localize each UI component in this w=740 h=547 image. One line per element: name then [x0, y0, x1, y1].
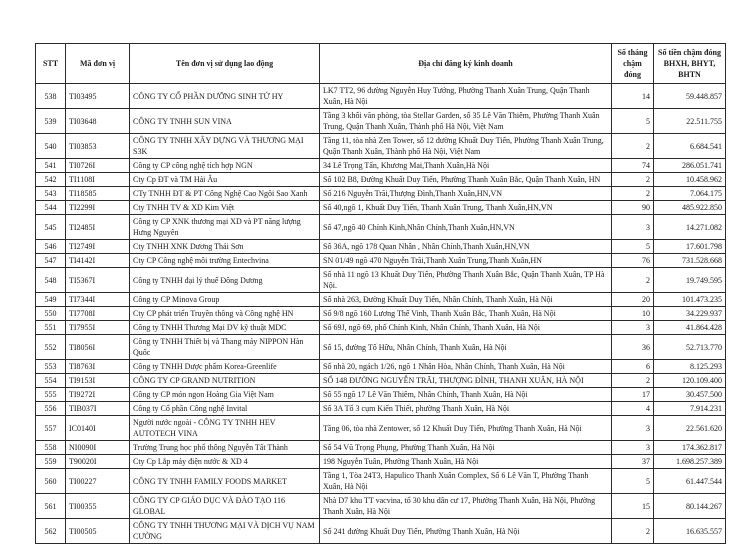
cell-ten: CÔNG TY TNHH FAMILY FOODS MARKET — [130, 469, 320, 494]
cell-thang: 10 — [612, 307, 654, 321]
cell-thang: 74 — [612, 159, 654, 173]
cell-diachi: Số 36A, ngõ 178 Quan Nhân , Nhân Chính,Thanh Xuân,HN,VN — [320, 240, 612, 254]
cell-stt: 544 — [36, 201, 66, 215]
cell-diachi: LK7 TT2, 96 đường Nguyễn Huy Tưởng, Phường Thanh Xuân Trung, Quận Thanh Xuân, Hà Nội — [320, 84, 612, 109]
cell-diachi: 34 Lê Trọng Tấn, Khương Mai,Thanh Xuân,Hà Nội — [320, 159, 612, 173]
cell-tien: 485.922.850 — [654, 201, 726, 215]
cell-stt: 539 — [36, 109, 66, 134]
table-row — [36, 254, 726, 268]
cell-diachi: SN 01/49 ngõ 470 Nguyễn Trãi,Thanh Xuân Trung,Thanh Xuân,HN — [320, 254, 612, 268]
cell-ten: Người nước ngoài - CÔNG TY TNHH HEV AUTOTECH VINA — [130, 416, 320, 441]
cell-thang: 17 — [612, 388, 654, 402]
table-row — [36, 215, 726, 240]
header-ma-don-vi: Mã đơn vị — [66, 44, 130, 84]
cell-tien: 17.601.798 — [654, 240, 726, 254]
cell-ten: Công ty TNHH Dược phẩm Korea-Greenlife — [130, 360, 320, 374]
cell-diachi: SỐ 148 ĐƯỜNG NGUYỄN TRÃI, THƯỢNG ĐÌNH, THANH XUÂN, HÀ NỘI — [320, 374, 612, 388]
cell-tien: 7.914.231 — [654, 402, 726, 416]
cell-tien: 14.271.082 — [654, 215, 726, 240]
late-payment-table — [35, 43, 726, 544]
cell-ten: Trường Trung học phổ thông Nguyễn Tất Thành — [130, 441, 320, 455]
cell-tien: 61.447.544 — [654, 469, 726, 494]
cell-stt: 540 — [36, 134, 66, 159]
table-row — [36, 374, 726, 388]
cell-tien: 16.635.557 — [654, 519, 726, 544]
table-row — [36, 307, 726, 321]
cell-ma: TI2749I — [66, 240, 130, 254]
table-row — [36, 455, 726, 469]
cell-ten: CÔNG TY TNHH XÂY DỰNG VÀ THƯƠNG MẠI S3K — [130, 134, 320, 159]
cell-thang: 2 — [612, 187, 654, 201]
cell-ten: CÔNG TY TNHH SUN VINA — [130, 109, 320, 134]
cell-stt: 559 — [36, 455, 66, 469]
cell-diachi: Số 3A Tổ 3 cụm Kiến Thiết, phường Thanh Xuân, Hà Nội — [320, 402, 612, 416]
cell-ten: CÔNG TY CP GRAND NUTRITION — [130, 374, 320, 388]
cell-ma: TI7955I — [66, 321, 130, 335]
table-row — [36, 240, 726, 254]
cell-diachi: Số 241 đường Khuất Duy Tiến, Phường Thanh Xuân, Hà Nội — [320, 519, 612, 544]
cell-thang: 2 — [612, 134, 654, 159]
table-row — [36, 268, 726, 293]
cell-diachi: Tầng 1, Tòa 24T3, Hapulico Thanh Xuân Complex, Số 6 Lê Văn T, Phường Thanh Xuân, Hà Nội — [320, 469, 612, 494]
cell-ten: Công ty CP XNK thương mại XD và PT năng lượng Hưng Nguyên — [130, 215, 320, 240]
cell-thang: 2 — [612, 268, 654, 293]
cell-diachi: Tầng 06, tòa nhà Zentower, số 12 Khuất Duy Tiến, Phường Thanh Xuân, Hà Nội — [320, 416, 612, 441]
cell-stt: 554 — [36, 374, 66, 388]
cell-diachi: Tầng 3 khối văn phòng, tòa Stellar Garden, số 35 Lê Văn Thiêm, Phường Thanh Xuân Trung, Quận Thanh Xuân, Thành phố Hà Nội, Việt Nam — [320, 109, 612, 134]
cell-ten: CÔNG TY CỔ PHẦN DƯỠNG SINH TỨ HY — [130, 84, 320, 109]
cell-ten: Công ty TNHH Thiết bị và Thang máy NIPPON Hàn Quốc — [130, 335, 320, 360]
cell-ma: TI03648 — [66, 109, 130, 134]
table-row — [36, 388, 726, 402]
cell-tien: 10.458.962 — [654, 173, 726, 187]
table-row — [36, 335, 726, 360]
cell-ten: Công ty CP Minova Group — [130, 293, 320, 307]
cell-tien: 286.051.741 — [654, 159, 726, 173]
cell-tien: 52.713.770 — [654, 335, 726, 360]
cell-thang: 20 — [612, 293, 654, 307]
cell-ten: Cty Cp ĐT và TM Hải Âu — [130, 173, 320, 187]
cell-diachi: Số 40,ngõ 1, Khuất Duy Tiến, Thanh Xuân Trung, Thanh Xuân,HN,VN — [320, 201, 612, 215]
cell-diachi: Số nhà 20, ngách 1/26, ngõ 1 Nhân Hòa, Nhân Chính, Thanh Xuân, Hà Nội — [320, 360, 612, 374]
cell-ma: TIB037I — [66, 402, 130, 416]
header-dia-chi: Địa chỉ đăng ký kinh doanh — [320, 44, 612, 84]
table-row — [36, 201, 726, 215]
cell-tien: 8.125.293 — [654, 360, 726, 374]
cell-diachi: Số 216 Nguyễn Trãi,Thượng Đình,Thanh Xuân,HN,VN — [320, 187, 612, 201]
cell-ma: TI0726I — [66, 159, 130, 173]
cell-thang: 14 — [612, 84, 654, 109]
cell-ten: Cty Cp Lắp máy điện nước & XD 4 — [130, 455, 320, 469]
cell-ma: TI00227 — [66, 469, 130, 494]
cell-tien: 7.064.175 — [654, 187, 726, 201]
cell-tien: 101.473.235 — [654, 293, 726, 307]
cell-ma: TI2485I — [66, 215, 130, 240]
cell-thang: 76 — [612, 254, 654, 268]
cell-stt: 562 — [36, 519, 66, 544]
cell-thang: 5 — [612, 109, 654, 134]
cell-thang: 36 — [612, 335, 654, 360]
cell-thang: 37 — [612, 455, 654, 469]
cell-ten: Cty CP Công nghệ môi trường Entechvina — [130, 254, 320, 268]
table-row — [36, 109, 726, 134]
cell-stt: 538 — [36, 84, 66, 109]
table-row — [36, 494, 726, 519]
header-ten-don-vi: Tên đơn vị sử dụng lao động — [130, 44, 320, 84]
cell-ten: Công ty TNHH Thương Mại DV kỹ thuật MDC — [130, 321, 320, 335]
cell-thang: 15 — [612, 494, 654, 519]
cell-stt: 555 — [36, 388, 66, 402]
cell-stt: 551 — [36, 321, 66, 335]
table-row — [36, 84, 726, 109]
cell-thang: 2 — [612, 519, 654, 544]
cell-thang: 3 — [612, 321, 654, 335]
table-row — [36, 360, 726, 374]
cell-thang: 6 — [612, 360, 654, 374]
cell-ma: TI2299I — [66, 201, 130, 215]
cell-stt: 560 — [36, 469, 66, 494]
cell-tien: 19.749.595 — [654, 268, 726, 293]
cell-stt: 548 — [36, 268, 66, 293]
cell-diachi: Số 47,ngõ 40 Chính Kinh,Nhân Chính,Thanh Xuân,HN,VN — [320, 215, 612, 240]
cell-tien: 80.144.267 — [654, 494, 726, 519]
cell-stt: 542 — [36, 173, 66, 187]
cell-ten: Công ty Cổ phần Công nghệ Invital — [130, 402, 320, 416]
table-row — [36, 441, 726, 455]
cell-ma: TI18585 — [66, 187, 130, 201]
cell-diachi: Số 55 ngõ 17 Lê Văn Thiêm, Nhân Chính, Thanh Xuân, Hà Nội — [320, 388, 612, 402]
cell-tien: 731.528.668 — [654, 254, 726, 268]
cell-stt: 550 — [36, 307, 66, 321]
table-row — [36, 402, 726, 416]
cell-ma: TI03853 — [66, 134, 130, 159]
cell-thang: 3 — [612, 441, 654, 455]
table-row — [36, 469, 726, 494]
cell-ma: TI00505 — [66, 519, 130, 544]
cell-ten: Công ty CP công nghệ tích hợp NGN — [130, 159, 320, 173]
cell-tien: 6.684.541 — [654, 134, 726, 159]
cell-diachi: Tầng 11, tòa nhà Zen Tower, số 12 đường Khuất Duy Tiến, Phường Thanh Xuân Trung, Quận Thanh Xuân, Thành phố Hà Nội, Việt Nam — [320, 134, 612, 159]
cell-stt: 543 — [36, 187, 66, 201]
cell-stt: 546 — [36, 240, 66, 254]
cell-ma: TI8056I — [66, 335, 130, 360]
cell-tien: 22.511.755 — [654, 109, 726, 134]
table-row — [36, 293, 726, 307]
table-row — [36, 173, 726, 187]
cell-stt: 557 — [36, 416, 66, 441]
cell-ma: TI7708I — [66, 307, 130, 321]
table-row — [36, 321, 726, 335]
cell-stt: 556 — [36, 402, 66, 416]
cell-stt: 545 — [36, 215, 66, 240]
cell-thang: 5 — [612, 240, 654, 254]
header-so-thang: Số tháng chậm đóng — [612, 44, 654, 84]
cell-stt: 549 — [36, 293, 66, 307]
cell-ma: TI9153I — [66, 374, 130, 388]
cell-ma: TI9272I — [66, 388, 130, 402]
cell-thang: 90 — [612, 201, 654, 215]
cell-ten: CÔNG TY CP GIÁO DỤC VÀ ĐÀO TẠO 116 GLOBAL — [130, 494, 320, 519]
cell-ten: Cty TNHH XNK Dương Thái Sơn — [130, 240, 320, 254]
cell-ten: Công ty TNHH đại lý thuế Đông Dương — [130, 268, 320, 293]
table-row — [36, 159, 726, 173]
cell-ten: Cty TNHH TV & XD Kim Việt — [130, 201, 320, 215]
cell-thang: 3 — [612, 215, 654, 240]
cell-ten: Cty CP phát triển Truyền thông và Công nghệ HN — [130, 307, 320, 321]
cell-diachi: Số 9/8 ngõ 160 Lương Thế Vinh, Thanh Xuân Bắc, Thanh Xuân, Hà Nội — [320, 307, 612, 321]
cell-ten: Công ty CP món ngon Hoàng Gia Việt Nam — [130, 388, 320, 402]
header-row — [36, 44, 726, 84]
cell-ma: TI00355 — [66, 494, 130, 519]
cell-stt: 561 — [36, 494, 66, 519]
cell-thang: 5 — [612, 469, 654, 494]
cell-ma: T90020I — [66, 455, 130, 469]
cell-ma: TI1108I — [66, 173, 130, 187]
cell-diachi: Nhà D7 khu TT vacvina, tổ 30 khu dân cư 17, Phường Thanh Xuân, Hà Nội, Phường Thanh Xuân, Hà Nội — [320, 494, 612, 519]
header-so-tien: Số tiền chậm đóng BHXH, BHYT, BHTN — [654, 44, 726, 84]
cell-ten: CÔNG TY TNHH THƯƠNG MẠI VÀ DỊCH VỤ NAM CƯỜNG — [130, 519, 320, 544]
cell-ten: CTy TNHH ĐT & PT Công Nghệ Cao Ngôi Sao Xanh — [130, 187, 320, 201]
cell-thang: 4 — [612, 402, 654, 416]
cell-thang: 2 — [612, 173, 654, 187]
table-row — [36, 134, 726, 159]
cell-diachi: Số nhà 263, Đường Khuất Duy Tiến, Nhân Chính, Thanh Xuân, Hà Nội — [320, 293, 612, 307]
cell-tien: 1.698.257.389 — [654, 455, 726, 469]
cell-ma: TI03495 — [66, 84, 130, 109]
table-row — [36, 416, 726, 441]
cell-tien: 120.109.400 — [654, 374, 726, 388]
cell-tien: 174.362.817 — [654, 441, 726, 455]
cell-ma: TI8763I — [66, 360, 130, 374]
cell-thang: 3 — [612, 416, 654, 441]
cell-diachi: Số 15, đường Tố Hữu, Nhân Chính, Thanh Xuân, Hà Nội — [320, 335, 612, 360]
cell-diachi: Số 102 B8, Đường Khuất Duy Tiến, Phường Thanh Xuân Bắc, Quận Thanh Xuân, HN — [320, 173, 612, 187]
cell-stt: 547 — [36, 254, 66, 268]
cell-ma: TI4142I — [66, 254, 130, 268]
cell-tien: 34.229.937 — [654, 307, 726, 321]
cell-diachi: Số 54 Vũ Trọng Phụng, Phường Thanh Xuân, Hà Nội — [320, 441, 612, 455]
table-row — [36, 187, 726, 201]
table-body — [36, 84, 726, 544]
header-stt: STT — [36, 44, 66, 84]
cell-ma: TI7344I — [66, 293, 130, 307]
cell-ma: TI5367I — [66, 268, 130, 293]
cell-stt: 552 — [36, 335, 66, 360]
cell-thang: 2 — [612, 374, 654, 388]
table-header — [36, 44, 726, 84]
cell-diachi: 198 Nguyễn Tuân, Phường Thanh Xuân, Hà Nội — [320, 455, 612, 469]
cell-ma: IC0140I — [66, 416, 130, 441]
cell-tien: 41.864.428 — [654, 321, 726, 335]
cell-stt: 553 — [36, 360, 66, 374]
table-row — [36, 519, 726, 544]
cell-stt: 558 — [36, 441, 66, 455]
cell-tien: 30.457.500 — [654, 388, 726, 402]
cell-ma: NI0090I — [66, 441, 130, 455]
cell-diachi: Số 69J, ngõ 69, phố Chính Kinh, Nhân Chính, Thanh Xuân, Hà Nội — [320, 321, 612, 335]
cell-tien: 59.448.857 — [654, 84, 726, 109]
cell-diachi: Số nhà 11 ngõ 13 Khuất Duy Tiến, Phường Thanh Xuân Bắc, Quận Thanh Xuân, TP Hà Nội. — [320, 268, 612, 293]
cell-stt: 541 — [36, 159, 66, 173]
cell-tien: 22.561.620 — [654, 416, 726, 441]
